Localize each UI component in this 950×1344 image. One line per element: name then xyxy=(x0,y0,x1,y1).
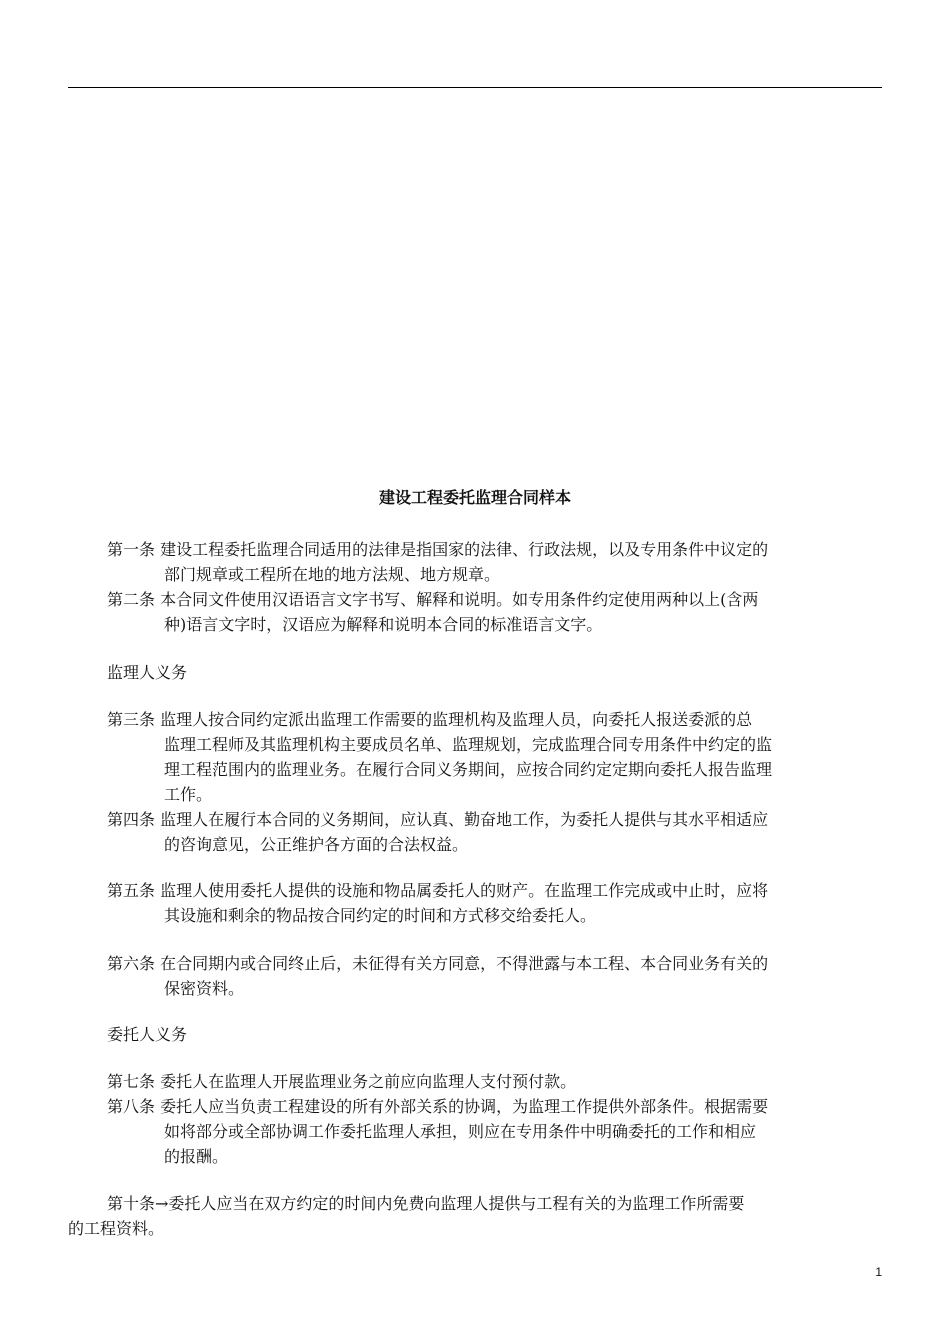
clause-8-line-3: 的报酬。 xyxy=(164,1147,229,1166)
clause-7-line-1: 第七条 委托人在监理人开展监理业务之前应向监理人支付预付款。 xyxy=(107,1072,577,1091)
clause-10 xyxy=(68,1191,884,1241)
clause-8-line-1: 第八条 委托人应当负责工程建设的所有外部关系的协调，为监理工作提供外部条件。根据需要 xyxy=(107,1097,769,1116)
clause-7 xyxy=(107,1069,883,1094)
clause-3-line-4: 工作。 xyxy=(164,785,213,804)
clause-1 xyxy=(107,537,883,587)
clause-6 xyxy=(107,951,883,1001)
clause-1-line-2: 部门规章或工程所在地的地方法规、地方规章。 xyxy=(164,565,501,584)
clause-8-line-2: 如将部分或全部协调工作委托监理人承担，则应在专用条件中明确委托的工作和相应 xyxy=(164,1122,757,1141)
clause-2 xyxy=(107,587,883,637)
clause-2-line-1: 第二条 本合同文件使用汉语语言文字书写、解释和说明。如专用条件约定使用两种以上(含两 xyxy=(107,590,759,609)
clause-4-line-2: 的咨询意见，公正维护各方面的合法权益。 xyxy=(164,835,469,854)
clause-6-line-2: 保密资料。 xyxy=(164,979,245,998)
document-title: 建设工程委托监理合同样本 xyxy=(378,488,571,507)
clause-1-line-1: 第一条 建设工程委托监理合同适用的法律是指国家的法律、行政法规，以及专用条件中议定的 xyxy=(107,540,769,559)
clause-5 xyxy=(107,878,883,928)
clause-4 xyxy=(107,807,883,857)
clause-6-line-1: 第六条 在合同期内或合同终止后，未征得有关方同意，不得泄露与本工程、本合同业务有关的 xyxy=(107,954,769,973)
clause-3 xyxy=(107,707,883,807)
clause-2-line-2: 种)语言文字时，汉语应为解释和说明本合同的标准语言文字。 xyxy=(164,615,603,634)
header-rule xyxy=(68,87,882,88)
clause-5-line-1: 第五条 监理人使用委托人提供的设施和物品属委托人的财产。在监理工作完成或中止时，应将 xyxy=(107,881,769,900)
page-number: 1 xyxy=(875,1265,882,1279)
section-heading-supervisor-duties: 监理人义务 xyxy=(107,663,188,682)
clause-3-line-1: 第三条 监理人按合同约定派出监理工作需要的监理机构及监理人员，向委托人报送委派的总 xyxy=(107,710,753,729)
clause-8 xyxy=(107,1094,883,1169)
clause-3-line-2: 监理工程师及其监理机构主要成员名单、监理规划，完成监理合同专用条件中约定的监 xyxy=(164,735,773,754)
clause-4-line-1: 第四条 监理人在履行本合同的义务期间，应认真、勤奋地工作，为委托人提供与其水平相适应 xyxy=(107,810,769,829)
clause-5-line-2: 其设施和剩余的物品按合同约定的时间和方式移交给委托人。 xyxy=(164,906,597,925)
section-heading-client-duties: 委托人义务 xyxy=(107,1025,188,1044)
clause-10-line-2: 的工程资料。 xyxy=(68,1219,165,1238)
clause-3-line-3: 理工程范围内的监理业务。在履行合同义务期间，应按合同约定定期向委托人报告监理 xyxy=(164,760,773,779)
clause-10-line-1: 第十条→委托人应当在双方约定的时间内免费向监理人提供与工程有关的为监理工作所需要 xyxy=(107,1194,745,1213)
